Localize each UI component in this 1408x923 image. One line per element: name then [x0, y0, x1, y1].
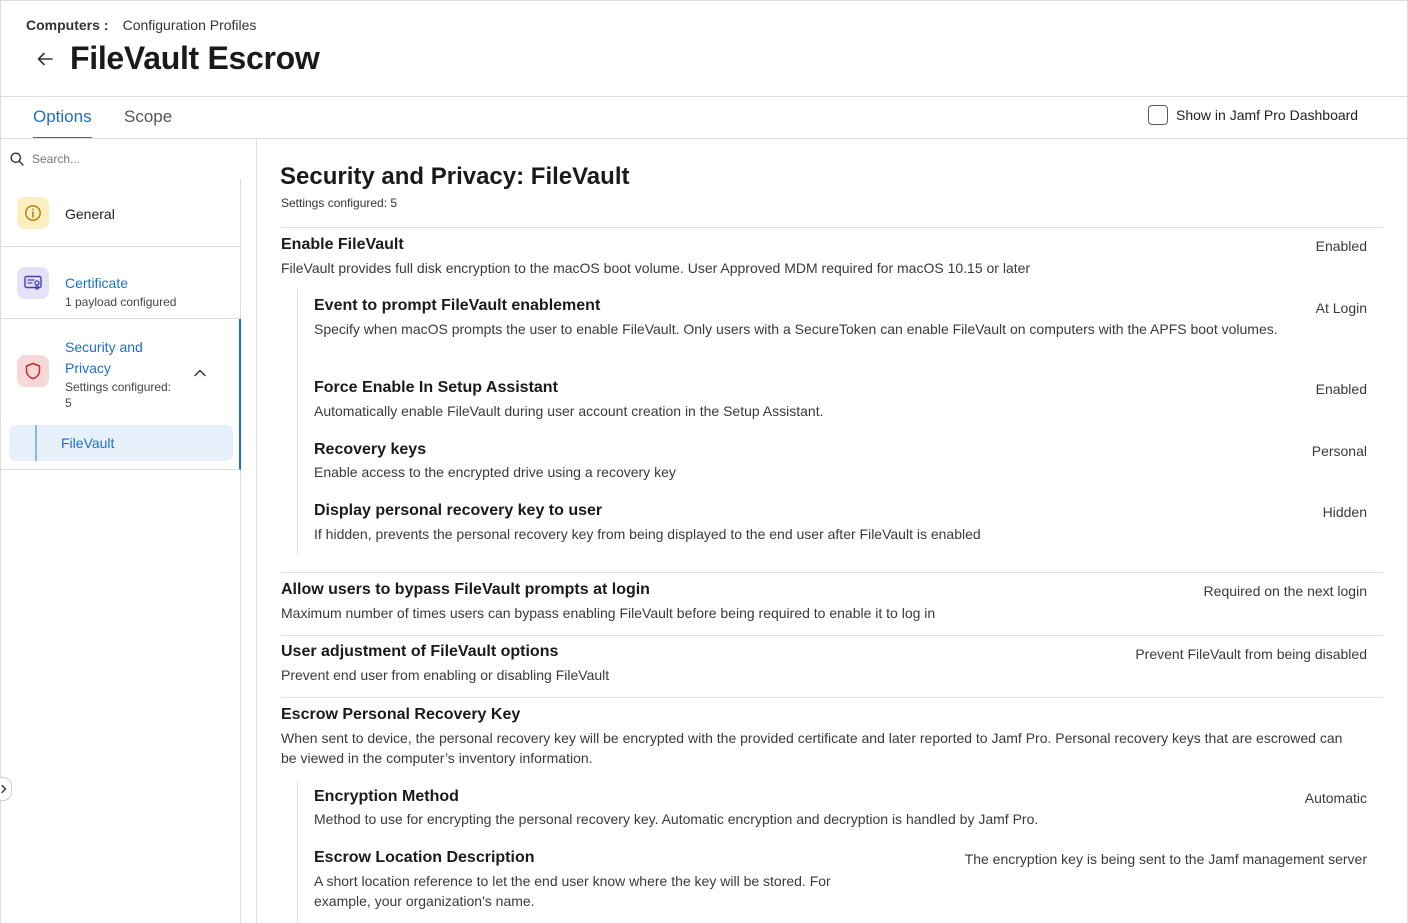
chevron-right-icon: [0, 784, 8, 794]
divider: [281, 697, 1383, 698]
info-icon: [17, 197, 49, 229]
setting-description: When sent to device, the personal recovery key will be encrypted with the provided certificate and later reported to Jamf Pro. Personal recovery keys that are escrowed can be viewed in the computer’s inventory information.: [281, 730, 1343, 766]
search-input[interactable]: [32, 152, 232, 166]
setting-description: Maximum number of times users can bypass enabling FileVault before being required to enable it to log in: [281, 605, 936, 621]
setting-value: Hidden: [1322, 504, 1367, 520]
arrow-left-icon: [37, 52, 53, 66]
tab-scope[interactable]: Scope: [124, 107, 173, 126]
sidebar-collapse-handle[interactable]: [0, 777, 12, 801]
page-title: FileVault Escrow: [70, 40, 320, 76]
setting-description: Enable access to the encrypted drive using a recovery key: [314, 464, 676, 480]
setting-value: Enabled: [1315, 381, 1367, 397]
dashboard-checkbox-label: Show in Jamf Pro Dashboard: [1176, 107, 1359, 123]
setting-description: Automatically enable FileVault during user account creation in the Setup Assistant.: [314, 403, 824, 419]
indent-bar: [297, 781, 298, 923]
setting-value: The encryption key is being sent to the Jamf management server: [964, 851, 1367, 867]
setting-title: Allow users to bypass FileVault prompts at login: [281, 581, 650, 598]
setting-value: Enabled: [1315, 238, 1367, 254]
breadcrumb-separator: :: [103, 17, 109, 33]
setting-value: Required on the next login: [1203, 583, 1367, 599]
setting-title: User adjustment of FileVault options: [281, 643, 559, 660]
setting-title: Escrow Location Description: [314, 849, 535, 866]
divider: [281, 572, 1383, 573]
sidebar-item-sublabel: 1 payload configured: [65, 295, 177, 309]
setting-title: Enable FileVault: [281, 236, 404, 253]
setting-title: Event to prompt FileVault enablement: [314, 297, 601, 314]
sidebar-item-sublabel: Settings configured: 5: [65, 380, 172, 410]
search-icon: [10, 152, 24, 166]
sidebar-item-security-and-privacy[interactable]: [0, 319, 241, 470]
tab-options[interactable]: Options: [33, 107, 92, 138]
sidebar-subitem-filevault[interactable]: [9, 425, 233, 461]
sidebar-item-general[interactable]: [0, 179, 241, 247]
sidebar-item-label: Security and Privacy: [65, 339, 143, 376]
setting-value: Automatic: [1304, 790, 1367, 806]
divider: [281, 635, 1383, 636]
setting-value: At Login: [1315, 300, 1367, 316]
setting-title: Force Enable In Setup Assistant: [314, 379, 558, 396]
breadcrumb-child[interactable]: Configuration Profiles: [122, 17, 257, 33]
sidebar-nav: [0, 179, 241, 923]
setting-description: Prevent end user from enabling or disabling FileVault: [281, 667, 610, 683]
sidebar-search: [0, 139, 256, 179]
setting-description: A short location reference to let the end user know where the key will be stored. For example, your organization's name.: [314, 873, 831, 909]
setting-description: Specify when macOS prompts the user to enable FileVault. Only users with a SecureToken can enable FileVault on computers with the APFS boot volumes.: [314, 321, 1278, 337]
divider: [281, 227, 1383, 228]
setting-title: Encryption Method: [314, 788, 459, 805]
setting-title: Recovery keys: [314, 441, 427, 458]
breadcrumb: [26, 17, 256, 33]
dashboard-checkbox[interactable]: [1148, 105, 1168, 125]
back-button[interactable]: [34, 48, 56, 70]
show-in-dashboard-toggle[interactable]: [1148, 105, 1358, 125]
certificate-icon: [17, 267, 49, 299]
shield-icon: [17, 355, 49, 387]
sidebar-subitem-label: FileVault: [61, 435, 115, 451]
sidebar: [0, 139, 257, 923]
setting-description: FileVault provides full disk encryption to the macOS boot volume. User Approved MDM required for macOS 10.15 or later: [281, 260, 1031, 276]
setting-description: Method to use for encrypting the personal recovery key. Automatic encryption and decryption is handled by Jamf Pro.: [314, 811, 1039, 827]
header-divider: [0, 96, 1408, 97]
section-title: Security and Privacy: FileVault: [280, 163, 630, 190]
main-content: [257, 139, 1408, 923]
indent-bar: [297, 289, 298, 555]
setting-value: Prevent FileVault from being disabled: [1135, 646, 1367, 662]
setting-title: Display personal recovery key to user: [314, 502, 603, 519]
setting-value: Personal: [1311, 443, 1367, 459]
setting-description: If hidden, prevents the personal recovery key from being displayed to the end user after FileVault is enabled: [314, 526, 981, 542]
sidebar-item-label: Certificate: [65, 275, 129, 291]
sidebar-item-label: General: [65, 206, 115, 222]
sidebar-item-certificate[interactable]: [0, 247, 241, 319]
chevron-up-icon[interactable]: [192, 365, 208, 381]
breadcrumb-root[interactable]: Computers: [26, 17, 100, 33]
section-subtitle: Settings configured: 5: [281, 196, 398, 210]
setting-title: Escrow Personal Recovery Key: [281, 706, 521, 723]
